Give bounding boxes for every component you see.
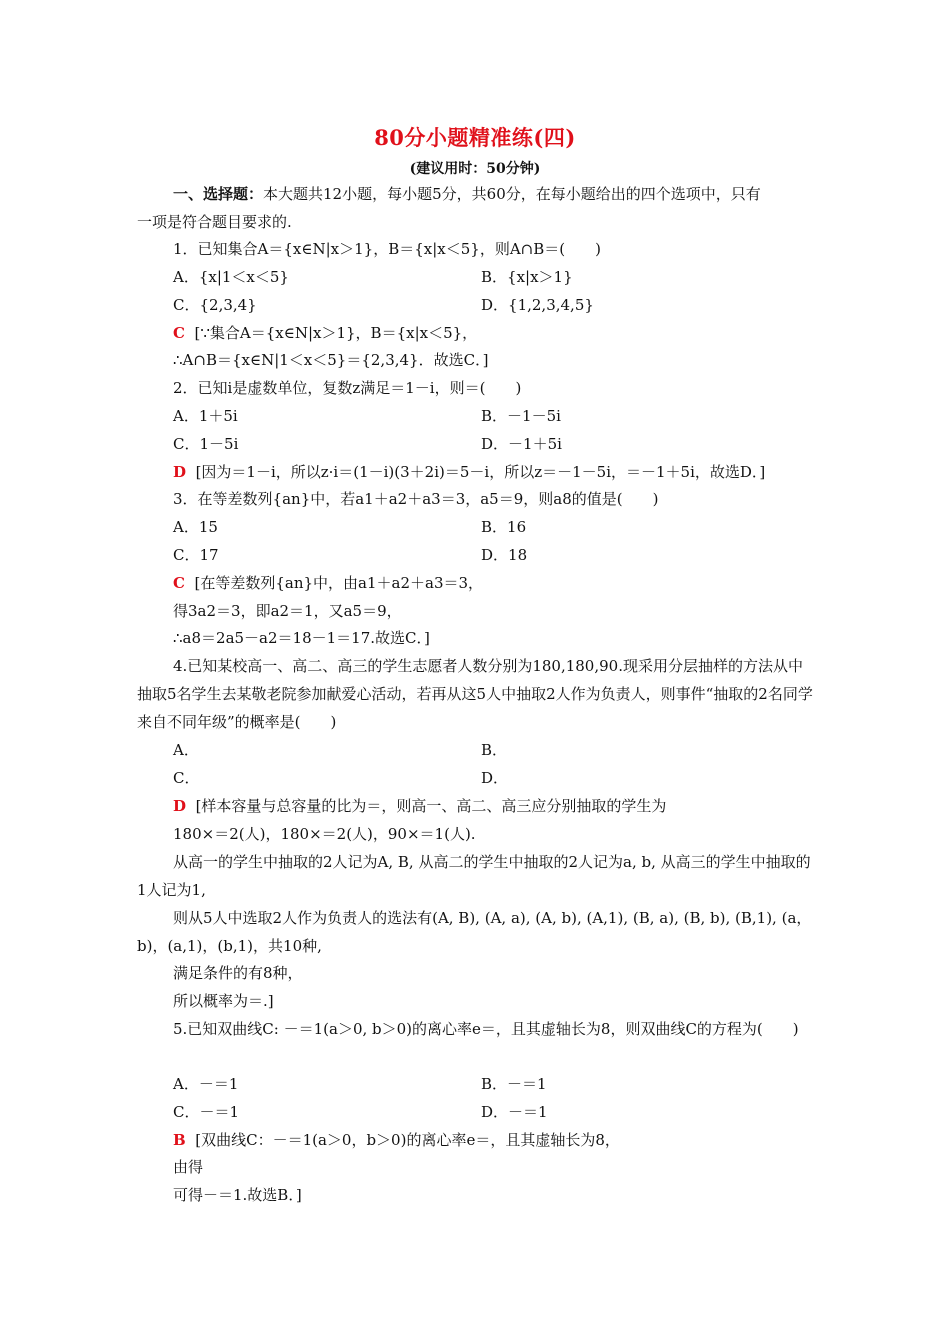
q5-option-b: B．－＝1 xyxy=(481,1075,547,1093)
section-intro xyxy=(173,184,761,204)
q2-stem: 2．已知i是虚数单位，复数z满足＝1－i，则＝( ) xyxy=(173,379,522,397)
q4-solution-line-4: 则从5人中选取2人作为负责人的选法有(A, B), (A, a), (A, b), (A,1), (B, a), (B, b), (B,1), (a，b)，(a,1)，(b,1)，共10种, xyxy=(137,909,812,955)
q4-solution xyxy=(173,796,666,816)
q3-option-a: A．15 xyxy=(173,518,218,536)
q3-option-d: D．18 xyxy=(481,546,528,564)
q4-option-a: A． xyxy=(173,741,199,759)
q5-option-c: C．－＝1 xyxy=(173,1103,240,1121)
q3-answer: C xyxy=(173,574,185,592)
q2-option-c: C．1－5i xyxy=(173,435,239,453)
q5-solution-line-2: 由得 xyxy=(173,1158,204,1176)
section-text-2: 一项是符合题目要求的. xyxy=(137,213,292,231)
q3-solution xyxy=(173,573,483,593)
q3-option-b: B．16 xyxy=(481,518,527,536)
q4-answer: D xyxy=(173,797,187,815)
q5-option-d: D．－＝1 xyxy=(481,1103,548,1121)
q2-answer: D xyxy=(173,463,187,481)
q4-solution-line-3: 从高一的学生中抽取的2人记为A, B, 从高二的学生中抽取的2人记为a, b, 从高三的学生中抽取的1人记为1, xyxy=(137,853,811,899)
q4-solution-line-2: 180×＝2(人)，180×＝2(人)，90×＝1(人). xyxy=(173,825,476,843)
q2-option-d: D．－1＋5i xyxy=(481,435,562,453)
q5-solution-line-3: 可得－＝1.故选B．] xyxy=(173,1186,302,1204)
q5-answer: B xyxy=(173,1131,186,1149)
q4-solution-line-1: [样本容量与总容量的比为＝，则高一、高二、高三应分别抽取的学生为 xyxy=(195,797,667,815)
q3-solution-line-3: ∴a8＝2a5－a2＝18－1＝17.故选C．] xyxy=(173,629,430,647)
q1-solution-line-2: ∴A∩B＝{x∈N|1＜x＜5}＝{2,3,4}．故选C．] xyxy=(173,351,489,369)
q3-solution-line-1: [在等差数列{an}中，由a1＋a2＋a3＝3， xyxy=(194,574,484,592)
section-label: 一、选择题： xyxy=(173,185,264,203)
q4-option-d: D． xyxy=(481,769,509,787)
q5-option-a: A．－＝1 xyxy=(173,1075,239,1093)
q2-solution xyxy=(173,462,765,482)
q1-option-a: A．{x|1＜x＜5} xyxy=(173,268,289,286)
q4-solution-line-5: 满足条件的有8种， xyxy=(173,964,303,982)
q5-solution-line-1: [双曲线C：－＝1(a＞0，b＞0)的离心率e＝，且其虚轴长为8， xyxy=(195,1131,620,1149)
page-subtitle: (建议用时：50分钟) xyxy=(409,161,541,177)
q1-answer: C xyxy=(173,324,185,342)
q4-stem: 4.已知某校高一、高二、高三的学生志愿者人数分别为180,180,90.现采用分层抽样的方法从中抽取5名学生去某敬老院参加献爱心活动，若再从这5人中抽取2人作为负责人，则事件“抽取的2名同学来自不同年级”的概率是( ) xyxy=(137,657,813,731)
q4-option-b: B． xyxy=(481,741,508,759)
q1-solution-line-1: [∵集合A＝{x∈N|x＞1}，B＝{x|x＜5}， xyxy=(194,324,478,342)
q1-solution xyxy=(173,323,477,343)
page-title: 80分小题精准练(四) xyxy=(374,125,576,150)
section-text: 本大题共12小题，每小题5分，共60分，在每小题给出的四个选项中，只有 xyxy=(263,185,761,203)
q2-solution-line-1: [因为＝1－i，所以z·i＝(1－i)(3＋2i)＝5－i，所以z＝－1－5i，＝－1＋5i，故选D．] xyxy=(195,463,766,481)
q3-solution-line-2: 得3a2＝3，即a2＝1，又a5＝9， xyxy=(173,602,402,620)
q2-option-a: A．1＋5i xyxy=(173,407,238,425)
q3-stem: 3．在等差数列{an}中，若a1＋a2＋a3＝3，a5＝9，则a8的值是( ) xyxy=(173,490,659,508)
q4-option-c: C． xyxy=(173,769,200,787)
q1-option-b: B．{x|x＞1} xyxy=(481,268,573,286)
q5-solution xyxy=(173,1130,620,1150)
q4-solution-line-6: 所以概率为＝.] xyxy=(173,992,274,1010)
q1-option-d: D．{1,2,3,4,5} xyxy=(481,296,594,314)
q1-option-c: C．{2,3,4} xyxy=(173,296,257,314)
q3-option-c: C．17 xyxy=(173,546,219,564)
q1-stem: 1．已知集合A＝{x∈N|x＞1}，B＝{x|x＜5}，则A∩B＝( ) xyxy=(173,240,601,258)
q2-option-b: B．－1－5i xyxy=(481,407,561,425)
q5-stem: 5.已知双曲线C: －＝1(a＞0, b＞0)的离心率e＝，且其虚轴长为8，则双曲线C的方程为( ) xyxy=(173,1020,799,1038)
